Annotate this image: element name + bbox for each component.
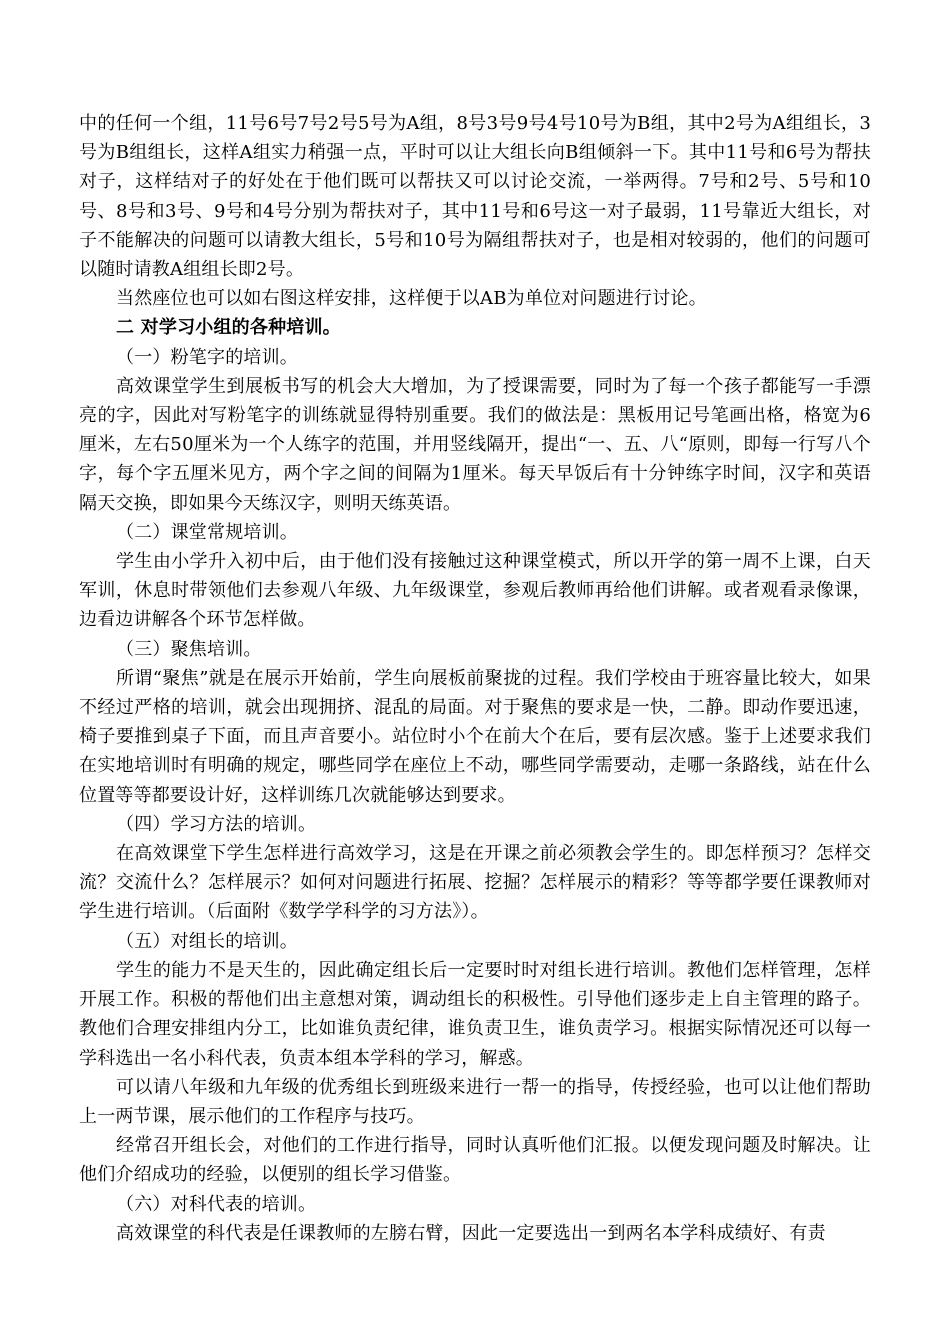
paragraph-leader-meetings: 经常召开组长会，对他们的工作进行指导，同时认真听他们汇报。以便发现问题及时解决。让他们介绍成功的经验，以便别的组长学习借鉴。 xyxy=(79,1135,871,1186)
subheading-classroom-routine: （二）课堂常规培训。 xyxy=(116,521,298,543)
paragraph-subject-rep-training: 高效课堂的科代表是任课教师的左膀右臂，因此一定要选出一到两名本学科成绩好、有责 xyxy=(116,1222,826,1244)
paragraph-classroom-routine: 学生由小学升入初中后，由于他们没有接触过这种课堂模式，所以开学的第一周不上课，白天军训，休息时带领他们去参观八年级、九年级课堂，参观后教师再给他们讲解。或者观看录像课，边看边讲解各个环节怎样做。 xyxy=(79,551,871,631)
paragraph-study-methods: 在高效课堂下学生怎样进行高效学习，这是在开课之前必须教会学生的。即怎样预习？怎样交流？交流什么？怎样展示？如何对问题进行拓展、挖掘？怎样展示的精彩？等等都学要任课教师对学生进行培训。（后面附《数学学科学的习方法》）。 xyxy=(79,843,871,923)
subheading-subject-rep-training: （六）对科代表的培训。 xyxy=(116,1193,317,1215)
subheading-focus-training: （三）聚焦培训。 xyxy=(116,638,262,660)
section-heading-training: 二 对学习小组的各种培训。 xyxy=(116,317,341,339)
paragraph-chalk-writing: 高效课堂学生到展板书写的机会大大增加，为了授课需要，同时为了每一个孩子都能写一手漂亮的字，因此对写粉笔字的训练就显得特别重要。我们的做法是：黑板用记号笔画出格，格宽为6厘米，左右50厘米为一个人练字的范围，并用竖线隔开，提出“一、五、八“原则，即每一行写八个字，每个字五厘米见方，两个字之间的间隔为1厘米。每天早饭后有十分钟练字时间，汉字和英语隔天交换，即如果今天练汉字，则明天练英语。 xyxy=(79,375,871,514)
subheading-group-leader-training: （五）对组长的培训。 xyxy=(116,930,298,952)
subheading-study-methods: （四）学习方法的培训。 xyxy=(116,813,317,835)
paragraph-focus-training: 所谓“聚焦”就是在展示开始前，学生向展板前聚拢的过程。我们学校由于班容量比较大，如果不经过严格的培训，就会出现拥挤、混乱的局面。对于聚焦的要求是一快，二静。即动作要迅速，椅子要推到桌子下面，而且声音要小。站位时小个在前大个在后，要有层次感。鉴于上述要求我们在实地培训时有明确的规定，哪些同学在座位上不动，哪些同学需要动，走哪一条路线，站在什么位置等等都要设计好，这样训练几次就能够达到要求。 xyxy=(79,667,871,806)
document-page xyxy=(79,109,871,1248)
paragraph-senior-leader-mentoring: 可以请八年级和九年级的优秀组长到班级来进行一帮一的指导，传授经验，也可以让他们帮助上一两节课，展示他们的工作程序与技巧。 xyxy=(79,1076,871,1127)
subheading-chalk-writing: （一）粉笔字的培训。 xyxy=(116,346,298,368)
paragraph-seating-alternative: 当然座位也可以如右图这样安排，这样便于以AB为单位对问题进行讨论。 xyxy=(116,288,707,310)
paragraph-grouping-continued: 中的任何一个组，11号6号7号2号5号为A组，8号3号9号4号10号为B组，其中2号为A组组长，3号为B组组长，这样A组实力稍强一点，平时可以让大组长向B组倾斜一下。其中11号和6号为帮扶对子，这样结对子的好处在于他们既可以帮扶又可以讨论交流，一举两得。7号和2号、5号和10号、8号和3号、9号和4号分别为帮扶对子，其中11号和6号这一对子最弱，11号靠近大组长，对子不能解决的问题可以请教大组长，5号和10号为隔组帮扶对子，也是相对较弱的，他们的问题可以随时请教A组组长即2号。 xyxy=(79,113,871,281)
paragraph-group-leader-training: 学生的能力不是天生的，因此确定组长后一定要时时对组长进行培训。教他们怎样管理，怎样开展工作。积极的帮他们出主意想对策，调动组长的积极性。引导他们逐步走上自主管理的路子。教他们合理安排组内分工，比如谁负责纪律，谁负责卫生，谁负责学习。根据实际情况还可以每一学科选出一名小科代表，负责本组本学科的学习，解惑。 xyxy=(79,959,871,1069)
